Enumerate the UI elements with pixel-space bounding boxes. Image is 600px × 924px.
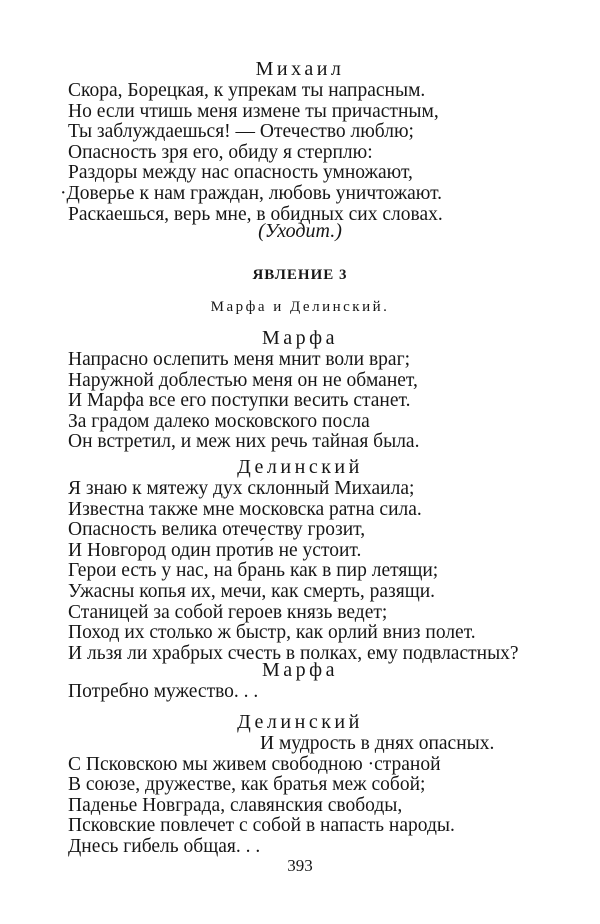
speaker-name: Марфа [262, 327, 338, 349]
verse-line: Он встретил, и меж них речь тайная была. [68, 431, 420, 453]
verse-line: Известна также мне московска ратна сила. [68, 498, 422, 520]
verse-line: За градом далеко московского посла [68, 410, 370, 432]
verse-line: Псковские повлечет с собой в напасть народы. [68, 815, 455, 837]
speaker-name: Марфа [262, 659, 338, 681]
verse-line: Поход их столько ж быстр, как орлий вниз полет. [68, 622, 476, 644]
verse-line: И льзя ли храбрых счесть в полках, ему подвластных? [68, 642, 519, 664]
verse-line: Днесь гибель общая. . . [68, 835, 261, 857]
verse-block [68, 350, 568, 453]
verse-line: Скора, Борецкая, к упрекам ты напрасным. [68, 80, 426, 101]
verse-line: В союзе, дружестве, как братья меж собой; [68, 774, 426, 796]
verse-line: Опасность зря его, обиду я стерплю: [68, 141, 373, 163]
stage-direction: (Уходит.) [258, 220, 342, 242]
verse-line: Герои есть у нас, на брань как в пир летящи; [68, 560, 439, 582]
verse-line: Напрасно ослепить меня мнит воли враг; [68, 349, 410, 370]
verse-line: Раздоры между нас опасность умножают, [68, 162, 413, 184]
page-number: 393 [287, 856, 313, 875]
scene-title: ЯВЛЕНИЕ 3 [252, 267, 348, 283]
verse-block [68, 734, 568, 858]
verse-block [60, 80, 568, 225]
verse-line: Ужасны копья их, мечи, как смерть, разящи. [68, 580, 436, 602]
verse-line: Паденье Новграда, славянския свободы, [68, 794, 403, 816]
scene-characters: Марфа и Делинский. [210, 299, 390, 315]
verse-block [68, 682, 568, 703]
speaker-name: Делинский [237, 711, 363, 733]
verse-line: Опасность велика отечеству грозит, [68, 519, 366, 541]
verse-line: И Новгород один проти́в не устоит. [68, 539, 362, 561]
verse-line: Но если чтишь меня измене ты причастным, [68, 100, 439, 122]
speaker-name: Делинский [237, 456, 363, 478]
verse-line: И Марфа все его поступки весить станет. [68, 390, 411, 412]
verse-line: Потребно мужество. . . [68, 681, 259, 702]
verse-line: Наружной доблестью меня он не обманет, [68, 369, 418, 391]
verse-line: ·Доверье к нам граждан, любовь уничтожают. [60, 182, 443, 204]
verse-line: Я знаю к мятежу дух склонный Михаила; [68, 478, 415, 499]
verse-line: Станицей за собой героев князь ведет; [68, 601, 388, 623]
verse-line: Ты заблуждаешься! — Отечество люблю; [68, 121, 414, 143]
verse-block [68, 479, 568, 664]
verse-line: Раскаешься, верь мне, в обидных сих словах. [68, 203, 443, 225]
speaker-name: Михаил [255, 58, 345, 80]
verse-line: С Псковскою мы живем свободною ·страной [68, 753, 441, 775]
verse-line: И мудрость в днях опасных. [260, 733, 495, 754]
